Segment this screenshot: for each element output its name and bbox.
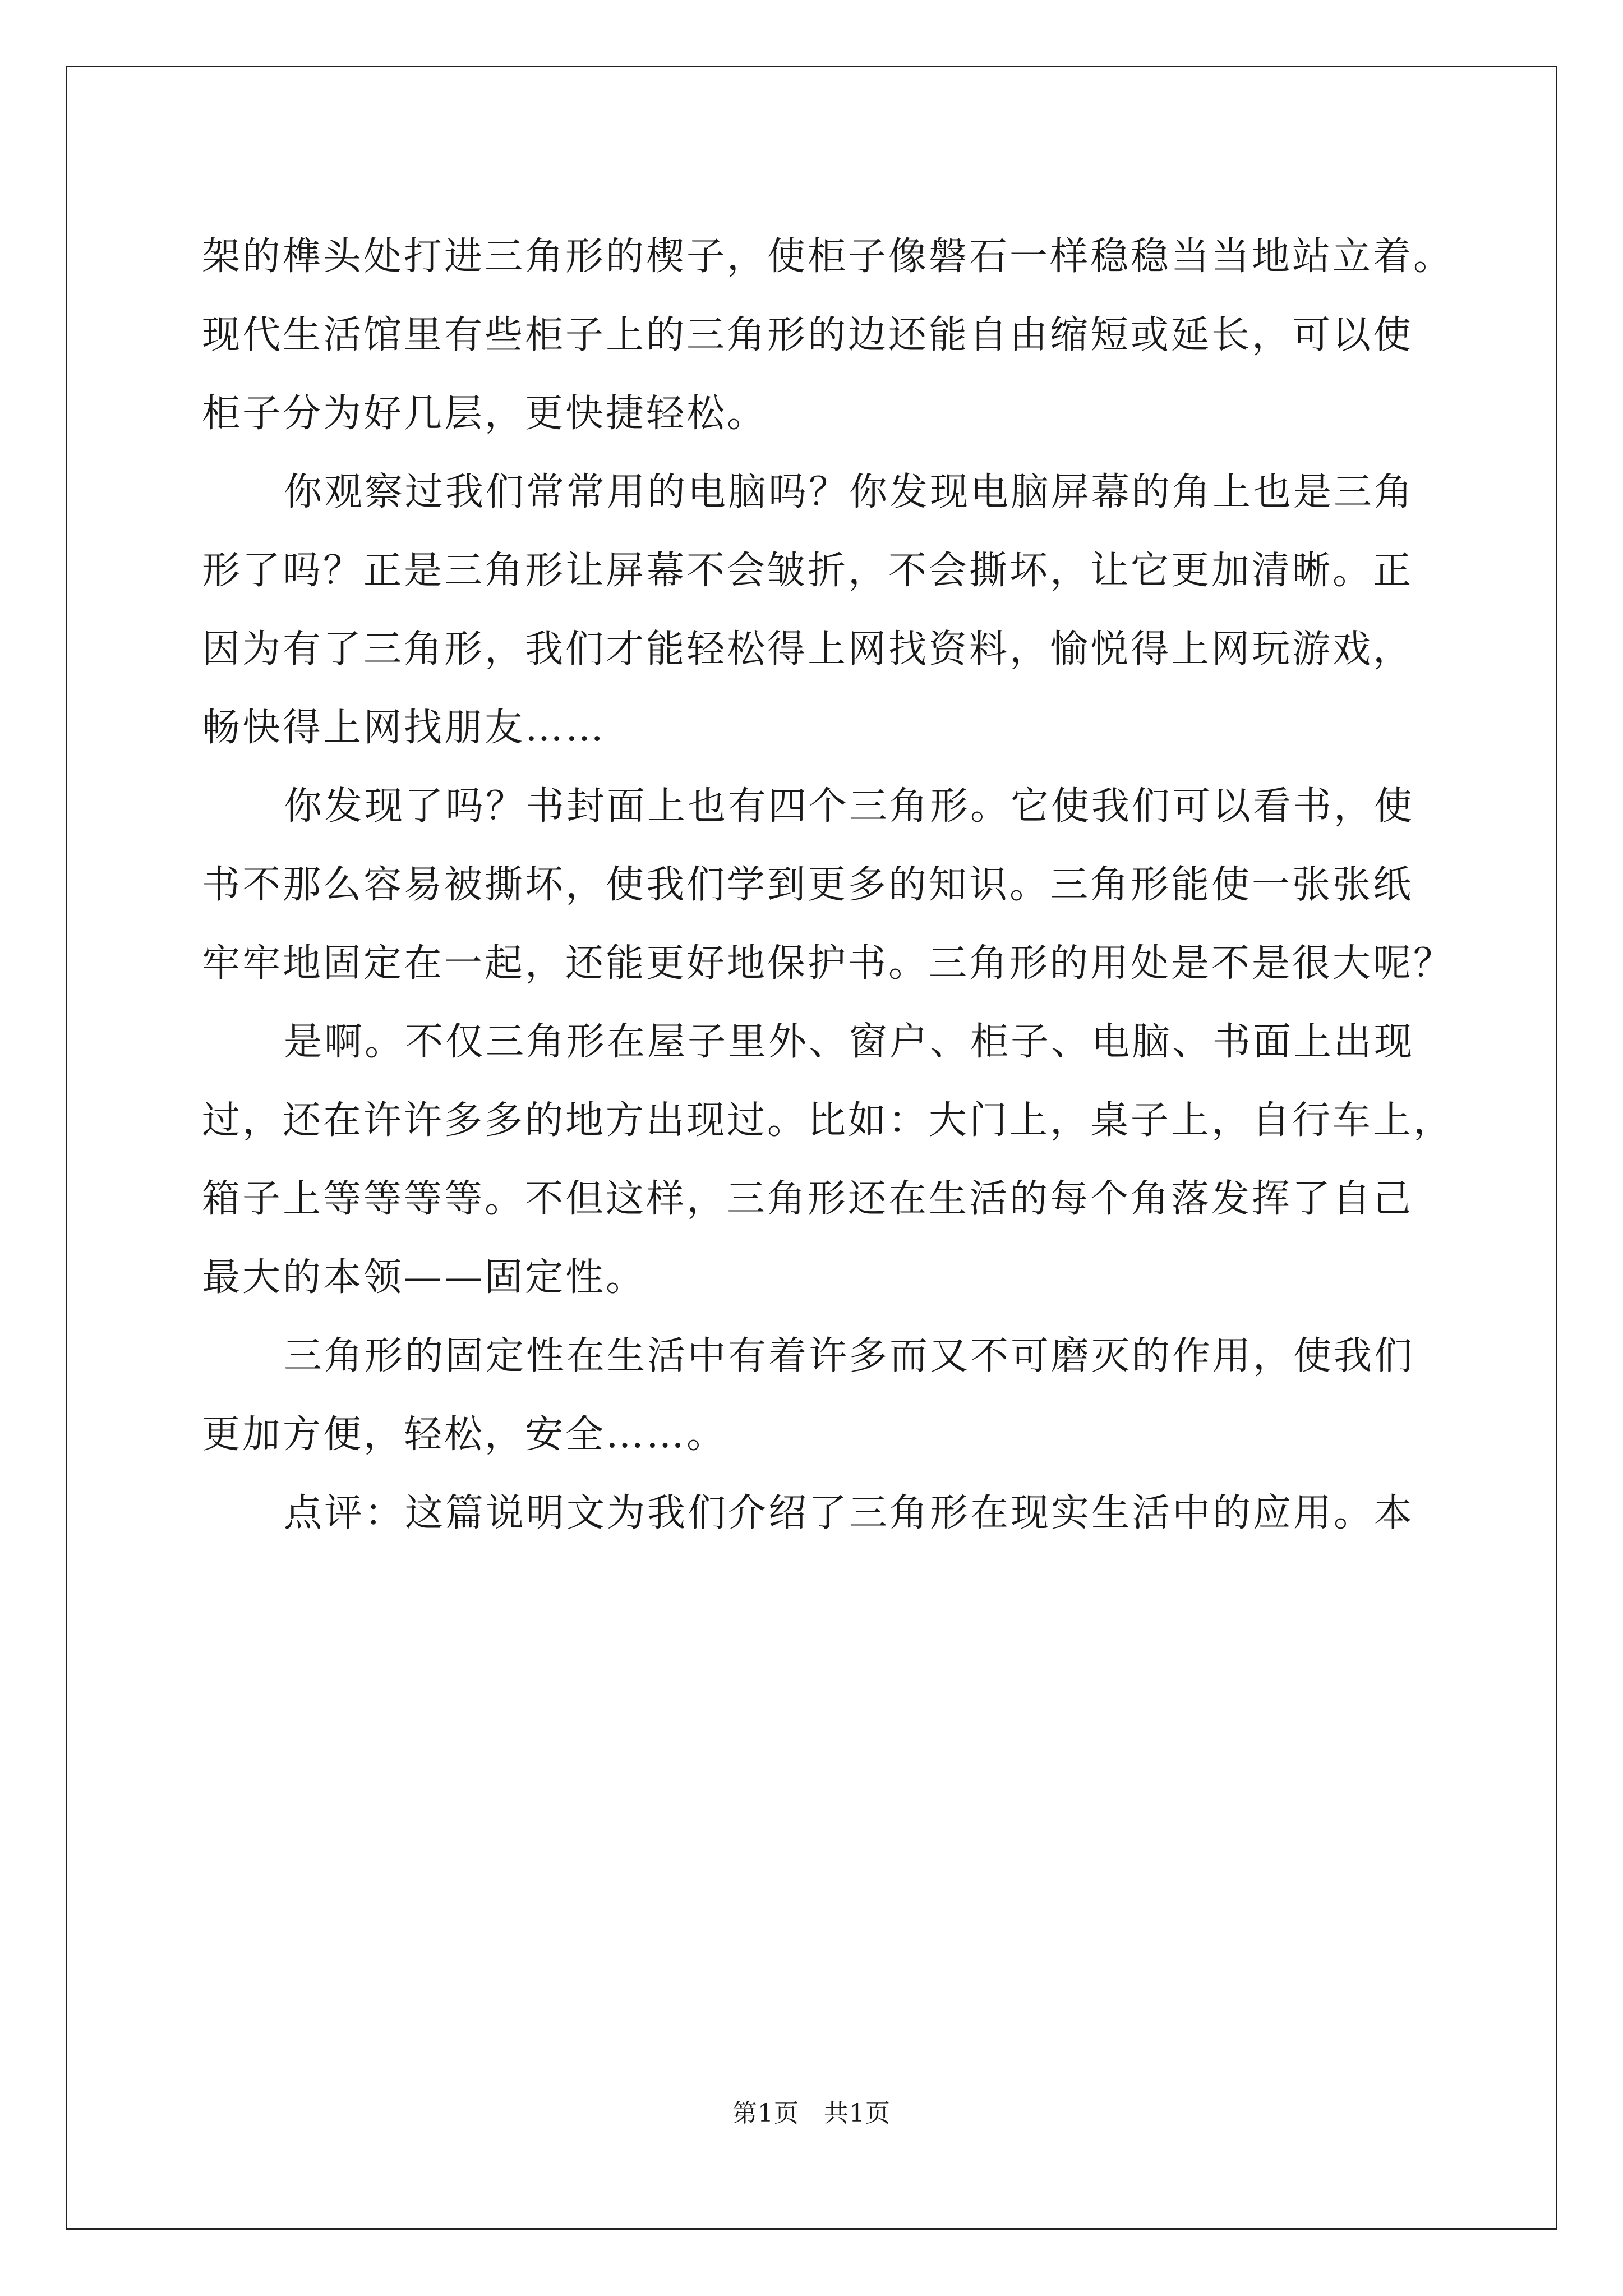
document-body — [202, 218, 1454, 1553]
text-line: 柜子分为好几层，更快捷轻松。 — [202, 392, 768, 436]
text-line: 形了吗？正是三角形让屏幕不会皱折，不会撕坏，让它更加清晰。正 — [202, 549, 1414, 593]
text-line: 更加方便，轻松，安全……。 — [202, 1412, 727, 1457]
total-pages: 共1页 — [824, 2099, 891, 2128]
text-line: 牢牢地固定在一起，还能更好地保护书。三角形的用处是不是很大呢？ — [202, 941, 1454, 986]
text-line: 书不那么容易被撕坏，使我们学到更多的知识。三角形能使一张张纸 — [202, 863, 1414, 907]
current-page-number: 第1页 — [732, 2099, 799, 2128]
paragraph-start: 三角形的固定性在生活中有着许多而又不可磨灭的作用，使我们 — [284, 1334, 1415, 1378]
text-line: 因为有了三角形，我们才能轻松得上网找资料，愉悦得上网玩游戏， — [202, 627, 1414, 671]
text-line: 最大的本领——固定性。 — [202, 1255, 647, 1300]
paragraph-start: 你发现了吗？书封面上也有四个三角形。它使我们可以看书，使 — [284, 784, 1415, 829]
text-line: 箱子上等等等等。不但这样，三角形还在生活的每个角落发挥了自己 — [202, 1177, 1414, 1221]
paragraph-start: 点评：这篇说明文为我们介绍了三角形在现实生活中的应用。本 — [284, 1491, 1415, 1535]
page-footer — [0, 2097, 1623, 2131]
text-line: 过，还在许许多多的地方出现过。比如：大门上，桌子上，自行车上， — [202, 1098, 1454, 1143]
paragraph-start: 是啊。不仅三角形在屋子里外、窗户、柜子、电脑、书面上出现 — [284, 1020, 1415, 1064]
text-line: 现代生活馆里有些柜子上的三角形的边还能自由缩短或延长，可以使 — [202, 313, 1414, 357]
text-line: 架的榫头处打进三角形的楔子，使柜子像磐石一样稳稳当当地站立着。 — [202, 234, 1454, 279]
paragraph-start: 你观察过我们常常用的电脑吗？你发现电脑屏幕的角上也是三角 — [284, 470, 1415, 514]
text-line: 畅快得上网找朋友…… — [202, 706, 606, 750]
